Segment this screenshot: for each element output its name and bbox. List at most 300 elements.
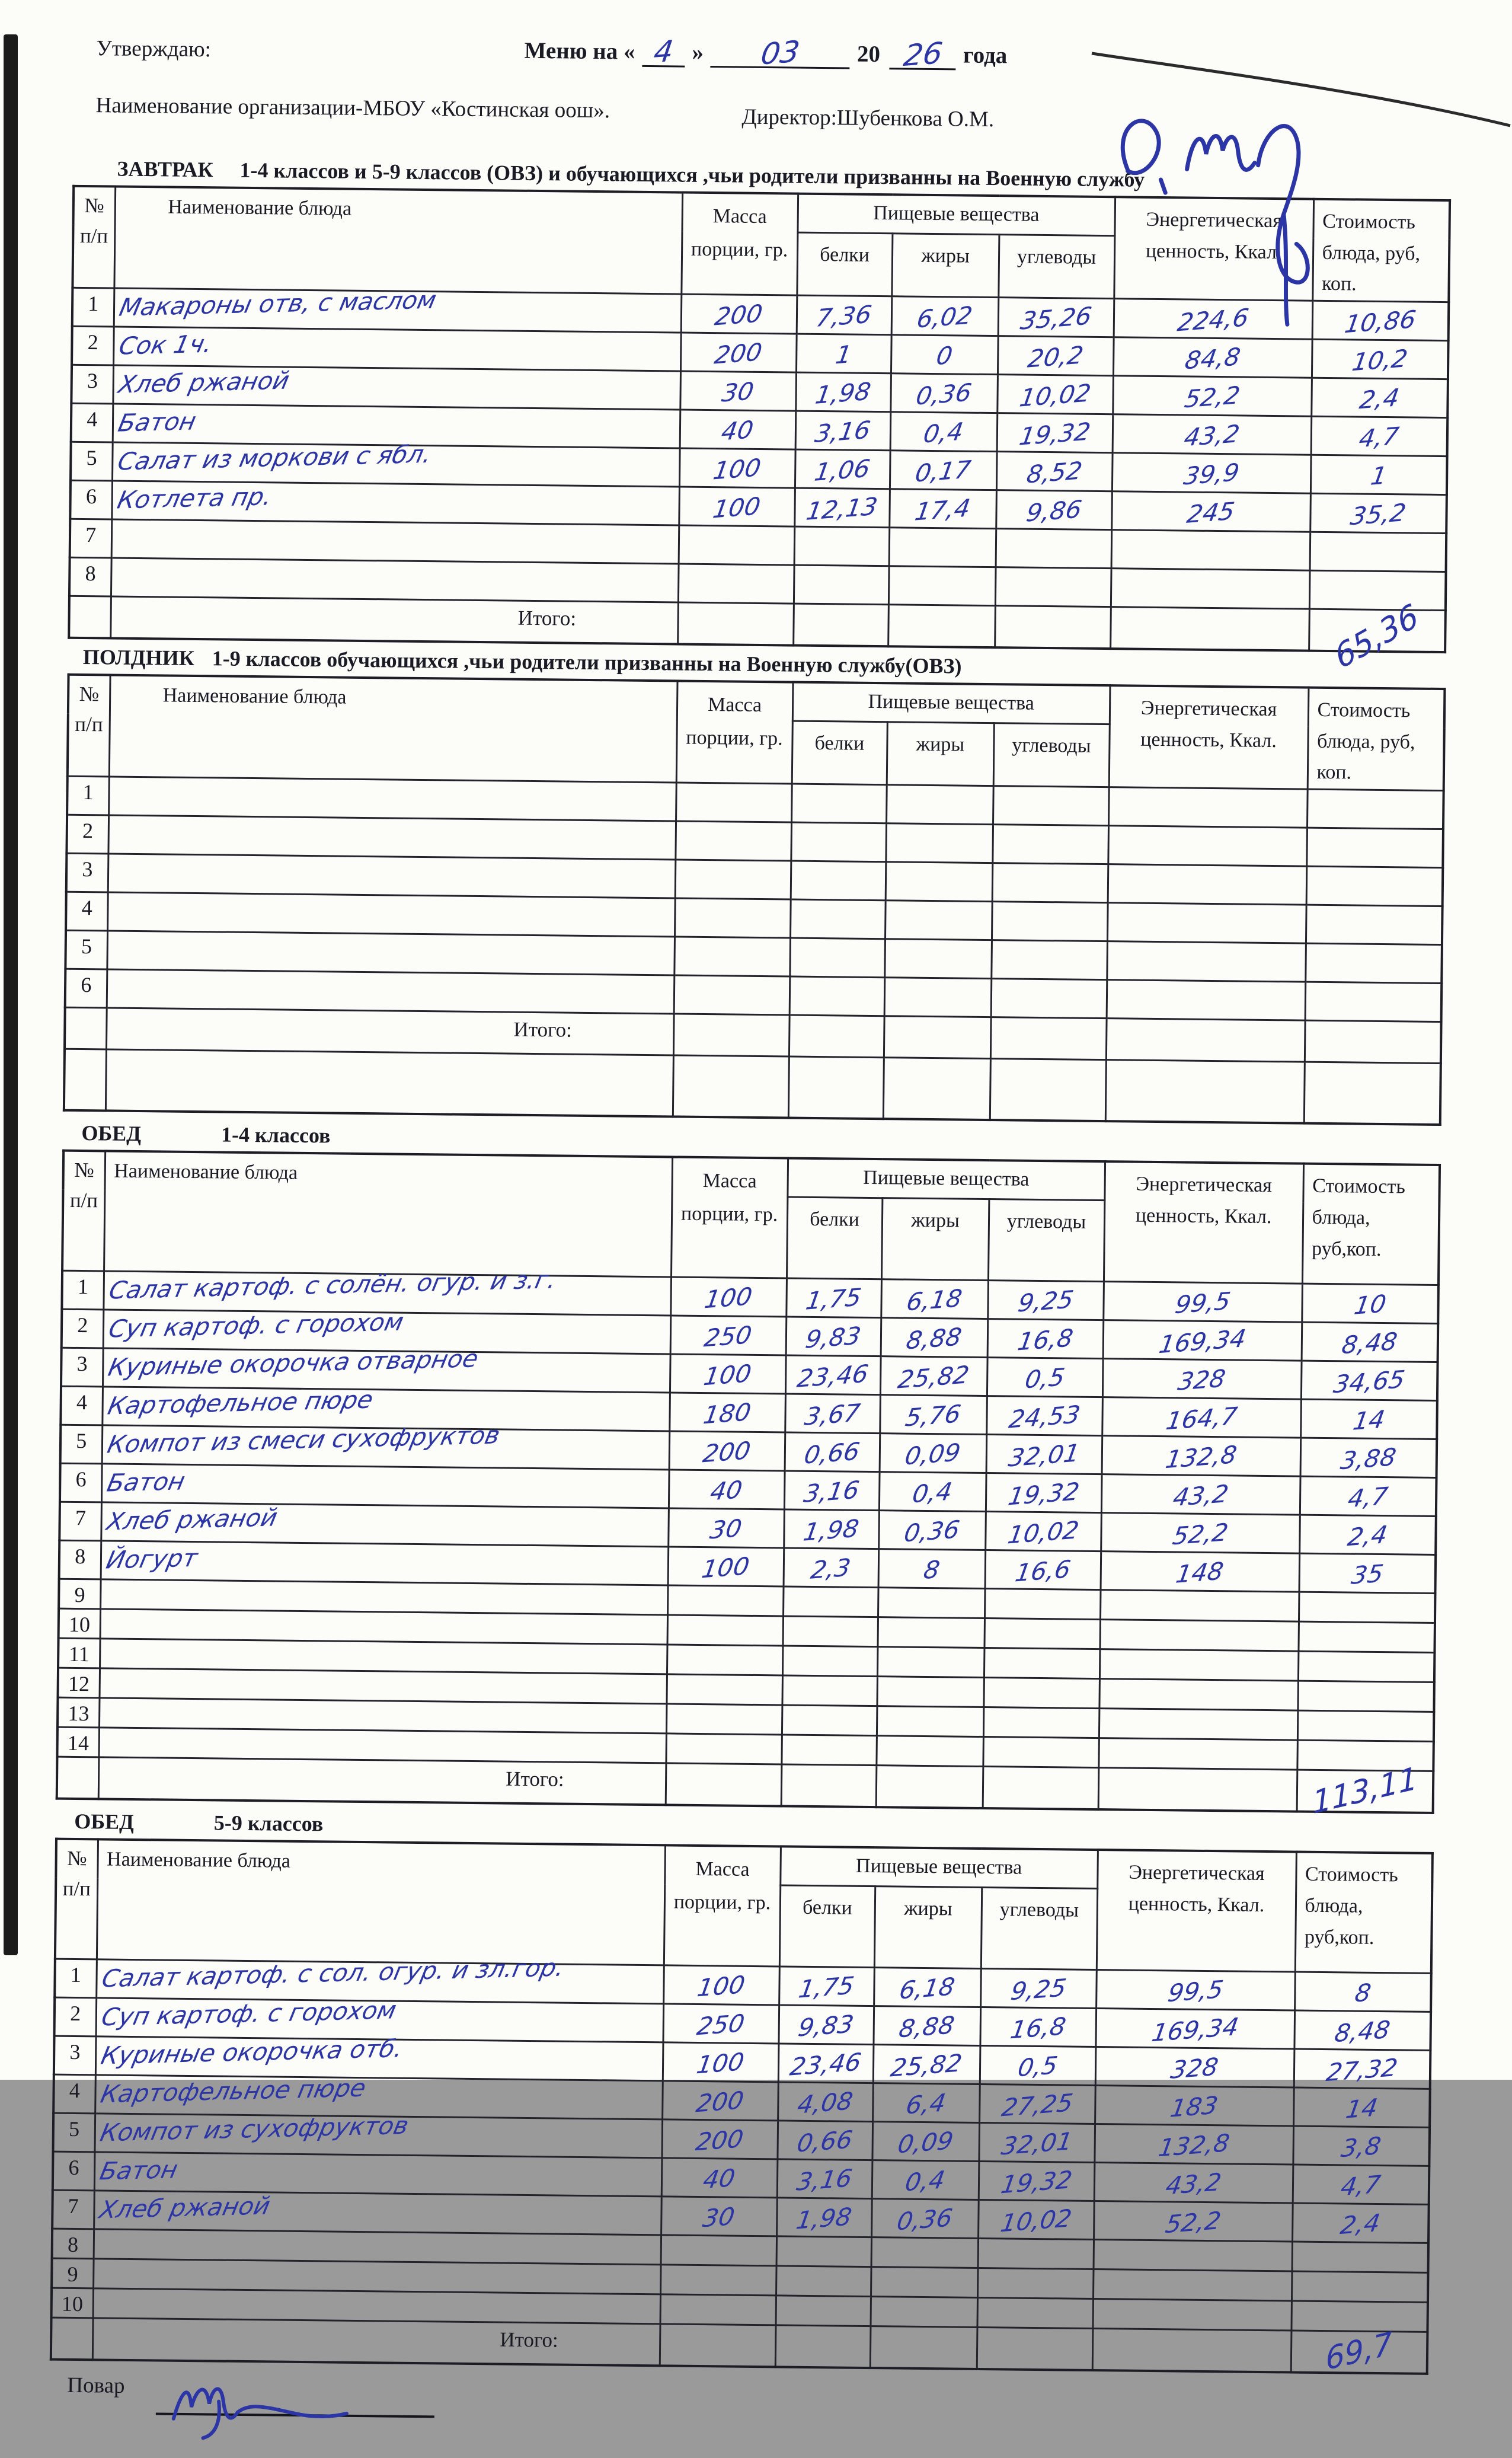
handwritten-protein: 1,75 <box>797 1971 856 2004</box>
protein-cell <box>782 1675 877 1706</box>
total-cost-cell <box>1297 1760 1434 1822</box>
handwritten-fat: 25,82 <box>896 1360 971 1394</box>
cost-cell <box>1291 2301 1428 2332</box>
cost-cell <box>1305 943 1442 983</box>
energy-cell <box>1111 569 1310 609</box>
handwritten-dish: Котлета пр. <box>114 482 274 515</box>
mass-cell <box>675 821 791 861</box>
dish-cell <box>112 439 680 487</box>
handwritten-dish: Картофельное пюре <box>98 2073 369 2109</box>
mass-cell <box>668 1547 784 1586</box>
fat-cell <box>877 1706 984 1737</box>
handwritten-mass: 200 <box>693 2124 746 2157</box>
column-protein: белки <box>797 232 892 296</box>
handwritten-carbs: 35,26 <box>1018 301 1094 336</box>
carbs-cell <box>977 2268 1094 2299</box>
handwritten-total: 113,11 <box>1311 1760 1419 1822</box>
energy-cell <box>1111 530 1310 571</box>
row-number: 10 <box>59 1608 101 1639</box>
fat-cell <box>874 1968 981 2007</box>
handwritten-mass: 200 <box>712 337 765 370</box>
mass-cell <box>681 294 797 334</box>
fat-cell <box>872 2122 979 2162</box>
energy-cell <box>1096 1970 1295 2011</box>
carbs-cell <box>987 1358 1103 1397</box>
carbs-cell <box>983 1707 1099 1738</box>
handwritten-protein: 23,46 <box>795 1359 871 1393</box>
handwritten-protein: 1 <box>833 340 854 370</box>
empty-cell <box>788 1056 884 1119</box>
empty-cell <box>673 1055 789 1118</box>
organization-name: Наименование организации-МБОУ «Костинская оош». <box>95 93 610 123</box>
energy-cell <box>1102 1397 1301 1438</box>
fat-cell <box>889 489 996 529</box>
dish-cell <box>101 1541 669 1585</box>
empty-cell <box>666 1763 782 1806</box>
handwritten-protein: 3,16 <box>802 1476 862 1508</box>
handwritten-energy: 43,2 <box>1163 2167 1223 2201</box>
document <box>49 28 1450 2458</box>
menu-title-close-quote: » <box>692 39 704 65</box>
empty-cell <box>69 596 111 638</box>
handwritten-fat: 25,82 <box>888 2048 964 2083</box>
handwritten-cost: 4,7 <box>1346 1482 1390 1514</box>
row-number: 13 <box>57 1697 100 1728</box>
handwritten-carbs: 16,8 <box>1008 2012 1068 2045</box>
column-energy: Энергетическая ценность, Ккал. <box>1104 1161 1303 1284</box>
director-name: Директор:Шубенкова О.М. <box>741 104 995 132</box>
dish-cell <box>107 969 675 1014</box>
handwritten-dish: Макароны отв, с маслом <box>116 285 439 322</box>
meal-subtitle-text: 5-9 классов <box>213 1811 324 1836</box>
fat-cell <box>890 412 998 452</box>
handwritten-mass: 100 <box>711 491 763 524</box>
mass-cell <box>680 410 796 449</box>
empty-cell <box>1092 2329 1292 2373</box>
meal-subtitle-text: 1-9 классов обучающихся ,чьи родители призванны на Военную службу(ОВЗ) <box>212 646 962 678</box>
protein-cell <box>794 565 889 605</box>
protein-cell <box>777 2159 872 2199</box>
carbs-cell <box>978 2200 1094 2240</box>
meal-snack <box>63 644 1444 1126</box>
protein-cell <box>794 526 890 566</box>
column-cost: Стоимость блюда, руб,коп. <box>1302 1164 1440 1285</box>
dish-cell <box>111 558 679 602</box>
carbs-cell <box>995 567 1111 607</box>
empty-cell <box>990 1059 1106 1122</box>
fat-cell <box>884 939 992 979</box>
cost-cell <box>1311 416 1448 456</box>
row-number: 11 <box>58 1638 100 1668</box>
energy-cell <box>1098 1738 1297 1770</box>
column-fat: жиры <box>874 1886 982 1969</box>
mass-cell <box>674 937 790 976</box>
column-energy: Энергетическая ценность, Ккал. <box>1097 1850 1296 1972</box>
row-number: 10 <box>52 2288 94 2318</box>
meal-lunch-5-9-table <box>50 1838 1434 2378</box>
handwritten-fat: 0,09 <box>903 1438 963 1471</box>
handwritten-cost: 1 <box>1369 461 1389 491</box>
protein-cell <box>784 1509 879 1549</box>
total-label-cell <box>92 2318 660 2366</box>
protein-cell <box>796 334 891 374</box>
mass-cell <box>680 333 797 372</box>
carbs-cell <box>980 2046 1096 2086</box>
handwritten-carbs: 9,86 <box>1024 494 1084 528</box>
carbs-cell <box>984 1589 1101 1620</box>
energy-cell <box>1111 491 1310 532</box>
cost-cell <box>1300 1476 1437 1516</box>
mass-cell <box>667 1615 784 1646</box>
carbs-cell <box>992 825 1108 864</box>
empty-cell <box>65 1007 107 1049</box>
dish-cell <box>94 2191 661 2235</box>
mass-cell <box>679 487 795 526</box>
protein-cell <box>795 449 890 489</box>
handwritten-cost: 10 <box>1352 1289 1388 1320</box>
handwritten-mass: 250 <box>702 1320 754 1353</box>
cost-cell <box>1294 2049 1431 2089</box>
total-label: Итого: <box>513 1017 573 1042</box>
column-protein: белки <box>779 1885 875 1968</box>
protein-cell <box>789 976 885 1016</box>
mass-cell <box>661 2119 778 2159</box>
column-carbs: углеводы <box>981 1888 1097 1970</box>
cost-cell <box>1310 455 1447 494</box>
handwritten-mass: 100 <box>699 1552 752 1584</box>
protein-cell <box>778 2082 873 2122</box>
dish-cell <box>107 892 675 937</box>
energy-cell <box>1099 1709 1298 1741</box>
protein-cell <box>791 784 887 823</box>
fat-cell <box>877 1647 984 1678</box>
protein-cell <box>776 2236 872 2267</box>
energy-cell <box>1093 2269 1292 2301</box>
handwritten-dish: Компот из смеси сухофруктов <box>104 1420 503 1459</box>
row-number: 7 <box>52 2190 94 2229</box>
column-fat: жиры <box>887 722 994 786</box>
cost-cell <box>1302 1284 1439 1323</box>
cost-cell <box>1311 378 1448 417</box>
total-label: Итого: <box>517 606 577 630</box>
energy-cell <box>1094 2201 1293 2242</box>
handwritten-carbs: 0,5 <box>1022 1362 1067 1394</box>
handwritten-cost: 3,88 <box>1338 1442 1398 1476</box>
handwritten-fat: 6,4 <box>904 2088 948 2120</box>
carbs-cell <box>980 1969 1097 2009</box>
row-number: 5 <box>65 930 107 969</box>
column-cost: Стоимость блюда, руб, коп. <box>1312 199 1450 302</box>
table-body <box>51 1953 1431 2378</box>
cost-cell <box>1310 493 1447 533</box>
handwritten-mass: 180 <box>701 1397 753 1430</box>
handwritten-fat: 8,88 <box>897 2010 957 2044</box>
menu-title-prefix: Меню на « <box>524 37 635 65</box>
day-slot <box>642 34 685 68</box>
row-number: 5 <box>60 1425 103 1464</box>
cost-cell <box>1302 1322 1439 1362</box>
cost-cell <box>1299 1515 1436 1554</box>
handwritten-cost: 3,8 <box>1339 2131 1383 2163</box>
cost-cell <box>1309 570 1446 610</box>
mass-cell <box>666 1734 782 1764</box>
handwritten-mass: 30 <box>708 1514 744 1545</box>
handwritten-cost: 34,65 <box>1331 1365 1407 1399</box>
handwritten-protein: 12,13 <box>804 492 880 526</box>
handwritten-mass: 100 <box>702 1282 755 1314</box>
dish-cell <box>102 1420 670 1470</box>
empty-cell <box>106 1049 673 1117</box>
empty-cell <box>1098 1768 1297 1812</box>
handwritten-dish: Батон <box>97 2155 180 2186</box>
mass-cell <box>663 1965 779 2005</box>
column-energy: Энергетическая ценность, Ккал. <box>1109 685 1309 789</box>
row-number: 4 <box>71 403 113 442</box>
column-num: № п/п <box>72 186 115 288</box>
carbs-cell <box>997 413 1113 453</box>
handwritten-carbs: 19,32 <box>1006 1477 1082 1511</box>
row-number: 7 <box>70 519 112 558</box>
column-mass: Масса порции, гр. <box>681 193 798 296</box>
carbs-cell <box>992 902 1108 941</box>
energy-cell <box>1099 1620 1299 1652</box>
handwritten-mass: 200 <box>701 1436 753 1469</box>
fat-cell <box>871 2199 979 2239</box>
protein-cell <box>782 1705 877 1736</box>
handwritten-mass: 100 <box>695 2047 747 2080</box>
handwritten-dish: Салат из моркови с ябл. <box>114 439 434 476</box>
energy-cell <box>1107 941 1306 982</box>
column-mass: Масса порции, гр. <box>676 681 793 784</box>
energy-cell <box>1107 980 1306 1021</box>
row-number: 6 <box>60 1463 102 1502</box>
column-cost: Стоимость блюда, руб, коп. <box>1308 688 1445 791</box>
mass-cell <box>675 860 791 899</box>
energy-cell <box>1108 864 1307 905</box>
cost-cell <box>1298 1651 1435 1682</box>
energy-cell <box>1094 2124 1293 2165</box>
dish-cell <box>101 1502 669 1547</box>
table-header <box>55 1839 1433 1974</box>
fat-cell <box>871 2267 978 2298</box>
protein-cell <box>777 2121 872 2160</box>
row-number: 9 <box>59 1579 101 1609</box>
month-slot <box>711 34 851 72</box>
carbs-cell <box>979 2162 1095 2201</box>
handwritten-protein: 3,16 <box>795 2164 855 2197</box>
empty-cell <box>1105 1060 1305 1123</box>
empty-cell <box>990 1017 1107 1060</box>
column-nutrients: Пищевые вещества <box>792 682 1110 725</box>
handwritten-energy: 328 <box>1176 1364 1228 1396</box>
menu-title-suffix: года <box>963 42 1008 69</box>
mass-cell <box>679 448 795 488</box>
row-number: 4 <box>60 1386 103 1425</box>
handwritten-cost: 35,2 <box>1348 498 1408 531</box>
handwritten-fat: 0,4 <box>922 417 966 449</box>
handwritten-cost: 8 <box>1353 1978 1373 2008</box>
cost-cell <box>1297 1710 1434 1741</box>
empty-cell <box>870 2326 977 2369</box>
mass-cell <box>663 2004 779 2044</box>
handwritten-fat: 0,09 <box>896 2126 955 2159</box>
total-cost-cell <box>1309 596 1446 677</box>
cost-cell <box>1299 1592 1436 1623</box>
empty-cell <box>775 2325 871 2368</box>
cost-cell <box>1293 2126 1430 2166</box>
column-num: № п/п <box>68 675 110 777</box>
protein-cell <box>783 1586 878 1617</box>
handwritten-dish: Картофельное пюре <box>105 1385 376 1420</box>
dish-cell <box>111 481 679 525</box>
handwritten-energy: 43,2 <box>1182 419 1242 452</box>
row-number: 1 <box>67 776 109 815</box>
handwritten-dish: Компот из сухофруктов <box>97 2111 411 2147</box>
empty-cell <box>64 1049 106 1110</box>
protein-cell <box>794 488 890 528</box>
meal-title-text: ОБЕД <box>81 1121 142 1146</box>
carbs-cell <box>986 1435 1102 1474</box>
protein-cell <box>778 2044 874 2083</box>
mass-cell <box>670 1277 787 1317</box>
handwritten-carbs: 9,25 <box>1016 1285 1076 1318</box>
row-number: 3 <box>61 1348 103 1387</box>
row-number: 1 <box>62 1271 104 1310</box>
dish-cell <box>114 285 682 333</box>
handwritten-fat: 0,36 <box>914 378 974 411</box>
empty-cell <box>677 602 794 646</box>
row-number: 6 <box>53 2151 95 2191</box>
carbs-cell <box>996 529 1112 569</box>
year-slot <box>890 36 957 74</box>
cost-cell <box>1300 1438 1437 1477</box>
handwritten-carbs: 9,25 <box>1008 1973 1069 2006</box>
fat-cell <box>886 862 993 902</box>
energy-cell <box>1101 1474 1300 1515</box>
handwritten-cost: 35 <box>1349 1559 1385 1590</box>
handwritten-fat: 5,76 <box>903 1399 963 1432</box>
handwritten-cost: 27,32 <box>1324 2053 1400 2087</box>
handwritten-protein: 1,98 <box>813 377 873 410</box>
meal-title-text: ЗАВТРАК <box>117 157 213 182</box>
handwritten-dish: Хлеб ржаной <box>97 2191 273 2224</box>
handwritten-energy: 52,2 <box>1163 2206 1223 2239</box>
column-cost: Стоимость блюда, руб,коп. <box>1295 1852 1433 1974</box>
carbs-cell <box>997 375 1113 414</box>
empty-cell <box>1304 1062 1441 1125</box>
mass-cell <box>667 1645 783 1675</box>
fat-cell <box>877 1617 984 1648</box>
energy-cell <box>1112 453 1311 494</box>
handwritten-protein: 7,36 <box>814 300 874 333</box>
handwritten-carbs: 0,5 <box>1015 2051 1060 2083</box>
protein-cell <box>775 2296 871 2326</box>
fat-cell <box>891 335 998 375</box>
dish-cell <box>94 2152 662 2197</box>
handwritten-energy: 52,2 <box>1170 1518 1230 1551</box>
fat-cell <box>873 2006 980 2046</box>
document-header <box>73 28 1450 170</box>
fat-cell <box>890 451 997 490</box>
total-label: Итого: <box>506 1767 564 1791</box>
protein-cell <box>776 2266 871 2297</box>
row-number: 2 <box>72 326 114 365</box>
row-number: 8 <box>59 1540 101 1579</box>
mass-cell <box>670 1354 786 1394</box>
energy-cell <box>1107 903 1306 944</box>
protein-cell <box>785 1394 880 1434</box>
mass-cell <box>669 1470 785 1509</box>
row-number: 5 <box>71 442 113 481</box>
handwritten-energy: 245 <box>1185 497 1237 529</box>
column-protein: белки <box>792 722 887 785</box>
fat-cell <box>886 785 993 825</box>
handwritten-mass: 200 <box>694 2086 746 2118</box>
handwritten-protein: 9,83 <box>796 2010 856 2042</box>
handwritten-dish: Хлеб ржаной <box>116 366 292 399</box>
handwritten-protein: 1,06 <box>813 454 872 487</box>
handwritten-carbs: 10,02 <box>1005 1515 1081 1550</box>
protein-cell <box>797 295 892 335</box>
total-cost-cell <box>1291 2326 1428 2378</box>
fat-cell <box>880 1356 987 1396</box>
row-number: 2 <box>55 1997 97 2036</box>
row-number: 1 <box>72 288 114 327</box>
row-number: 2 <box>66 815 108 854</box>
handwritten-carbs: 24,53 <box>1006 1400 1082 1434</box>
carbs-cell <box>996 490 1112 530</box>
dish-cell <box>108 777 676 821</box>
handwritten-energy: 148 <box>1174 1557 1226 1589</box>
dish-cell <box>95 2036 663 2081</box>
mass-cell <box>675 898 791 938</box>
carbs-cell <box>984 1619 1100 1649</box>
carbs-cell <box>991 979 1107 1019</box>
row-number: 7 <box>59 1502 101 1541</box>
mass-cell <box>668 1508 784 1548</box>
row-number: 3 <box>71 365 113 404</box>
cook-label: Повар <box>67 2373 125 2399</box>
handwritten-mass: 40 <box>708 1475 745 1506</box>
fat-cell <box>884 978 992 1017</box>
column-nutrients: Пищевые вещества <box>797 194 1115 237</box>
cost-cell <box>1306 905 1443 944</box>
protein-cell <box>791 822 886 862</box>
handwritten-fat: 0,4 <box>903 2165 947 2197</box>
row-number: 3 <box>54 2036 96 2075</box>
mass-cell <box>674 975 790 1015</box>
empty-cell <box>995 606 1111 649</box>
fat-cell <box>885 901 992 940</box>
handwritten-carbs: 10,02 <box>1017 378 1093 413</box>
cost-cell <box>1306 866 1443 906</box>
fat-cell <box>878 1549 986 1589</box>
handwritten-energy: 84,8 <box>1182 342 1242 375</box>
energy-cell <box>1100 1590 1299 1622</box>
row-number: 4 <box>53 2074 95 2114</box>
handwritten-dish: Суп картоф. с горохом <box>106 1307 406 1343</box>
mass-cell <box>660 2294 776 2325</box>
empty-cell <box>888 605 995 647</box>
handwritten-carbs: 19,32 <box>1017 417 1092 451</box>
handwritten-cost: 10,86 <box>1342 305 1418 339</box>
mass-cell <box>661 2197 777 2236</box>
meal-title-text: ПОЛДНИК <box>82 645 195 671</box>
empty-cell <box>789 1015 884 1058</box>
handwritten-month: 03 <box>759 34 802 72</box>
carbs-cell <box>993 786 1109 826</box>
handwritten-fat: 0,36 <box>902 1515 962 1548</box>
